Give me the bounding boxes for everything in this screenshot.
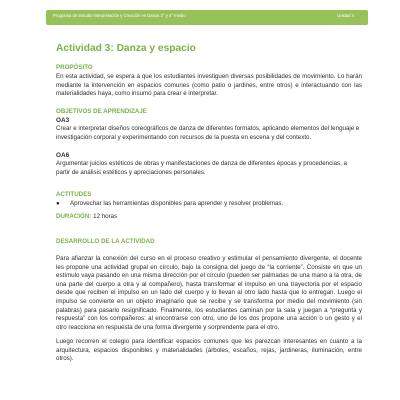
objective-code: OA6 [56,151,70,159]
development-paragraph: Luego recorren el colegio para identificar espacios comunes que les parezcan interesantes en cuanto a la arquitectura, espacios disponibles y materialidades (árboles, escaños, rejas, jardineras, iluminación, entre otros). [56,338,362,363]
purpose-label: PROPÓSITO [56,64,93,71]
header-bar [46,10,368,25]
program-title: Programa de Estudio Interpretación y Creación en Danza 3° y 4° medio [53,13,186,18]
purpose-text: En esta actividad, se espera a que los estudiantes investiguen diversas posibilidades de movimiento. Lo harán mediante la intervención en espacios comunes (como patio o jardines, entre otros) e interactuando con las materialidades haya, como insumo para crear e interpretar. [56,73,362,98]
document-content [56,43,362,364]
activity-title: Actividad 3: Danza y espacio [56,43,196,54]
objectives-label: OBJETIVOS DE APRENDIZAJE [56,107,147,115]
attitude-text: Aprovechar las herramientas disponibles para aprender y resolver problemas. [70,200,284,208]
objective-code: OA3 [56,116,70,124]
attitudes-section [56,191,362,220]
development-section [56,238,362,364]
unit-label: Unidad 4 [337,13,354,18]
duration-label: DURACIÓN: [56,212,92,220]
duration-line [56,213,362,220]
development-label: DESARROLLO DE LA ACTIVIDAD [56,237,155,245]
attitudes-label: ACTITUDES [56,191,92,199]
bullet-icon: ● [56,200,60,208]
objectives-section [56,108,362,178]
duration-value: 12 horas [93,212,118,220]
development-paragraph: Para afianzar la conexión del curso en el proceso creativo y estimular el pensamiento divergente, el docente les propone una actividad grupal en círculo, bajo la consigna del juego de “la corriente”. Consiste en que un estímulo vaya pasando en una misma dirección por el círculo (pueden ser palmadas de una mano a la otra, de una parte del cuerpo a otra y al compañero), hasta transformar el impulso en una trayectoria por el espacio desde que reciben el impulso en un lado del cuerpo y lo llevan al otro lado hasta que lo entregan. Luego el impulso se convierte en un objeto imaginario que se recibe y se transforma por medio del movimiento (sin palabras) para pasarlo resignificado. Finalmente, los estudiantes caminan por la sala y juegan a “pregunta y respuesta” con los compañeros: al encontrarse con otro, uno de los dos propone una acción o un gesto y el otro reacciona en respuesta de una forma divergente y sorprendente para el otro. [56,254,362,331]
objective-text: Crear e interpretar diseños coreográficos de danza de diferentes formatos, aplicando elementos del lenguaje e investigación corporal y experimentando con recursos de la puesta en escena y del contexto. [56,125,360,141]
attitude-item [56,200,362,209]
purpose-section [56,64,362,99]
objective-text: Argumentar juicios estéticos de obras y manifestaciones de danza de diferentes épocas y procedencias, a partir de análisis estéticos y apreciaciones personales. [56,160,347,176]
